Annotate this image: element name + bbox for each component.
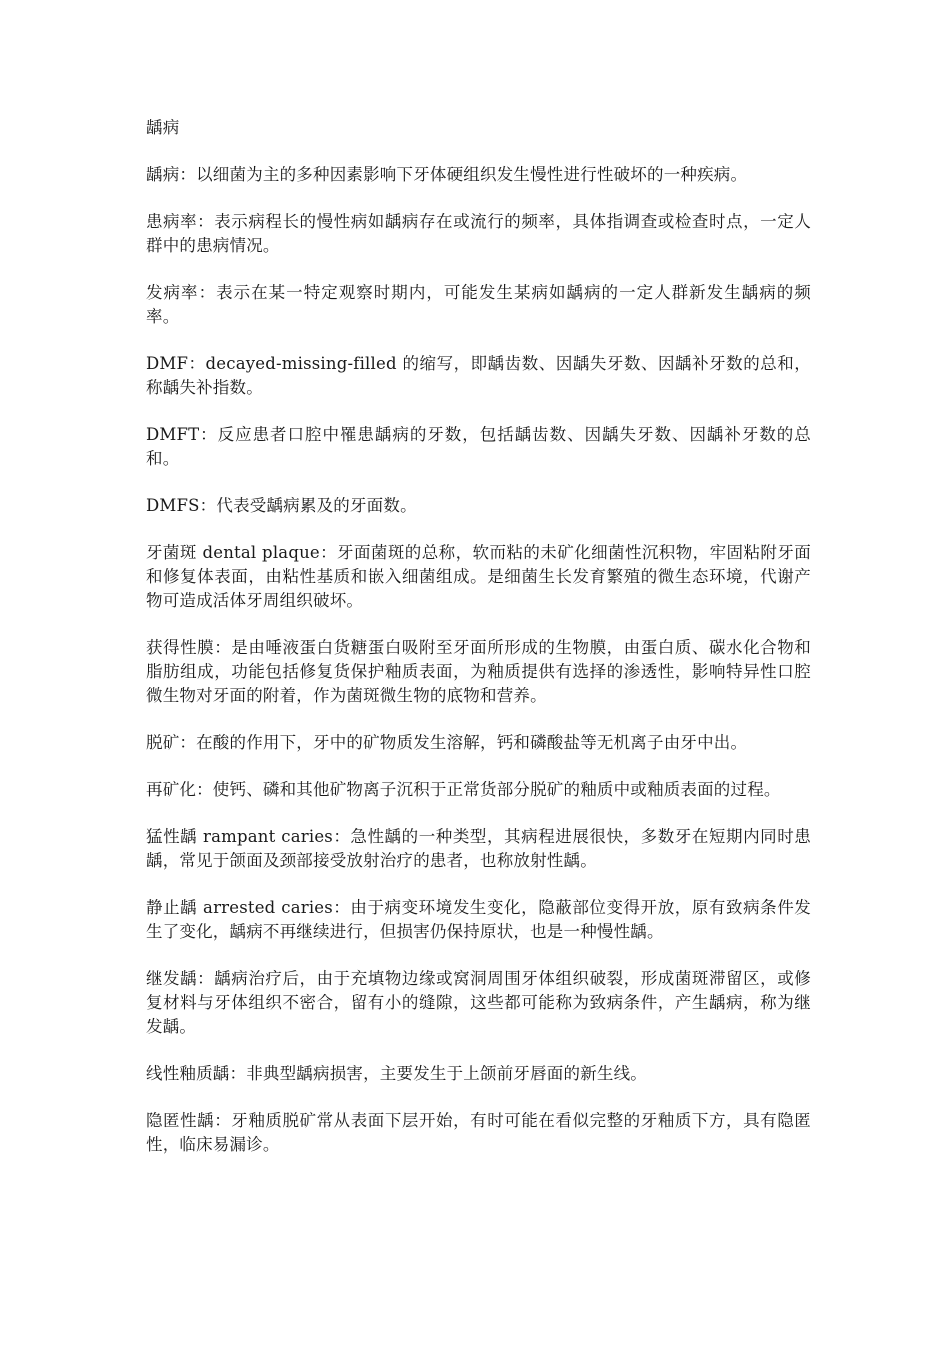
paragraph-remineralization: 再矿化：使钙、磷和其他矿物离子沉积于正常货部分脱矿的釉质中或釉质表面的过程。 xyxy=(146,780,781,799)
paragraph-incidence: 发病率：表示在某一特定观察时期内，可能发生某病如龋病的一定人群新发生龋病的频率。 xyxy=(146,283,811,326)
paragraph-arrested-caries: 静止龋 arrested caries：由于病变环境发生变化，隐蔽部位变得开放，原有致病条件发生了变化，龋病不再继续进行，但损害仍保持原状，也是一种慢性龋。 xyxy=(146,898,811,941)
paragraph-rampant-caries: 猛性龋 rampant caries：急性龋的一种类型，其病程进展很快，多数牙在短期内同时患龋，常见于颌面及颈部接受放射治疗的患者，也称放射性龋。 xyxy=(146,827,811,870)
paragraph-demineralization: 脱矿：在酸的作用下，牙中的矿物质发生溶解，钙和磷酸盐等无机离子由牙中出。 xyxy=(146,733,748,752)
paragraph-dmfs: DMFS：代表受龋病累及的牙面数。 xyxy=(146,496,417,515)
document-title: 龋病 xyxy=(146,118,180,137)
paragraph-secondary-caries: 继发龋：龋病治疗后，由于充填物边缘或窝洞周围牙体组织破裂，形成菌斑滞留区，或修复材料与牙体组织不密合，留有小的缝隙，这些都可能称为致病条件，产生龋病，称为继发龋。 xyxy=(146,969,811,1036)
document-page xyxy=(146,116,811,1180)
paragraph-acquired-pellicle: 获得性膜：是由唾液蛋白货糖蛋白吸附至牙面所形成的生物膜，由蛋白质、碳水化合物和脂肪组成，功能包括修复货保护釉质表面，为釉质提供有选择的渗透性，影响特异性口腔微生物对牙面的附着，作为菌斑微生物的底物和营养。 xyxy=(146,638,811,705)
paragraph-hidden-caries: 隐匿性龋：牙釉质脱矿常从表面下层开始，有时可能在看似完整的牙釉质下方，具有隐匿性，临床易漏诊。 xyxy=(146,1111,811,1154)
paragraph-linear-enamel-caries: 线性釉质龋：非典型龋病损害，主要发生于上颌前牙唇面的新生线。 xyxy=(146,1064,647,1083)
paragraph-dental-plaque: 牙菌斑 dental plaque：牙面菌斑的总称，软而粘的未矿化细菌性沉积物，牢固粘附牙面和修复体表面，由粘性基质和嵌入细菌组成。是细菌生长发育繁殖的微生态环境，代谢产物可造成活体牙周组织破坏。 xyxy=(146,543,811,610)
paragraph-prevalence: 患病率：表示病程长的慢性病如龋病存在或流行的频率，具体指调查或检查时点，一定人群中的患病情况。 xyxy=(146,212,811,255)
paragraph-dmft: DMFT：反应患者口腔中罹患龋病的牙数，包括龋齿数、因龋失牙数、因龋补牙数的总和。 xyxy=(146,425,811,468)
paragraph-dmf: DMF：decayed-missing-filled 的缩写，即龋齿数、因龋失牙数、因龋补牙数的总和，称龋失补指数。 xyxy=(146,354,811,397)
paragraph-caries-definition: 龋病：以细菌为主的多种因素影响下牙体硬组织发生慢性进行性破坏的一种疾病。 xyxy=(146,165,748,184)
